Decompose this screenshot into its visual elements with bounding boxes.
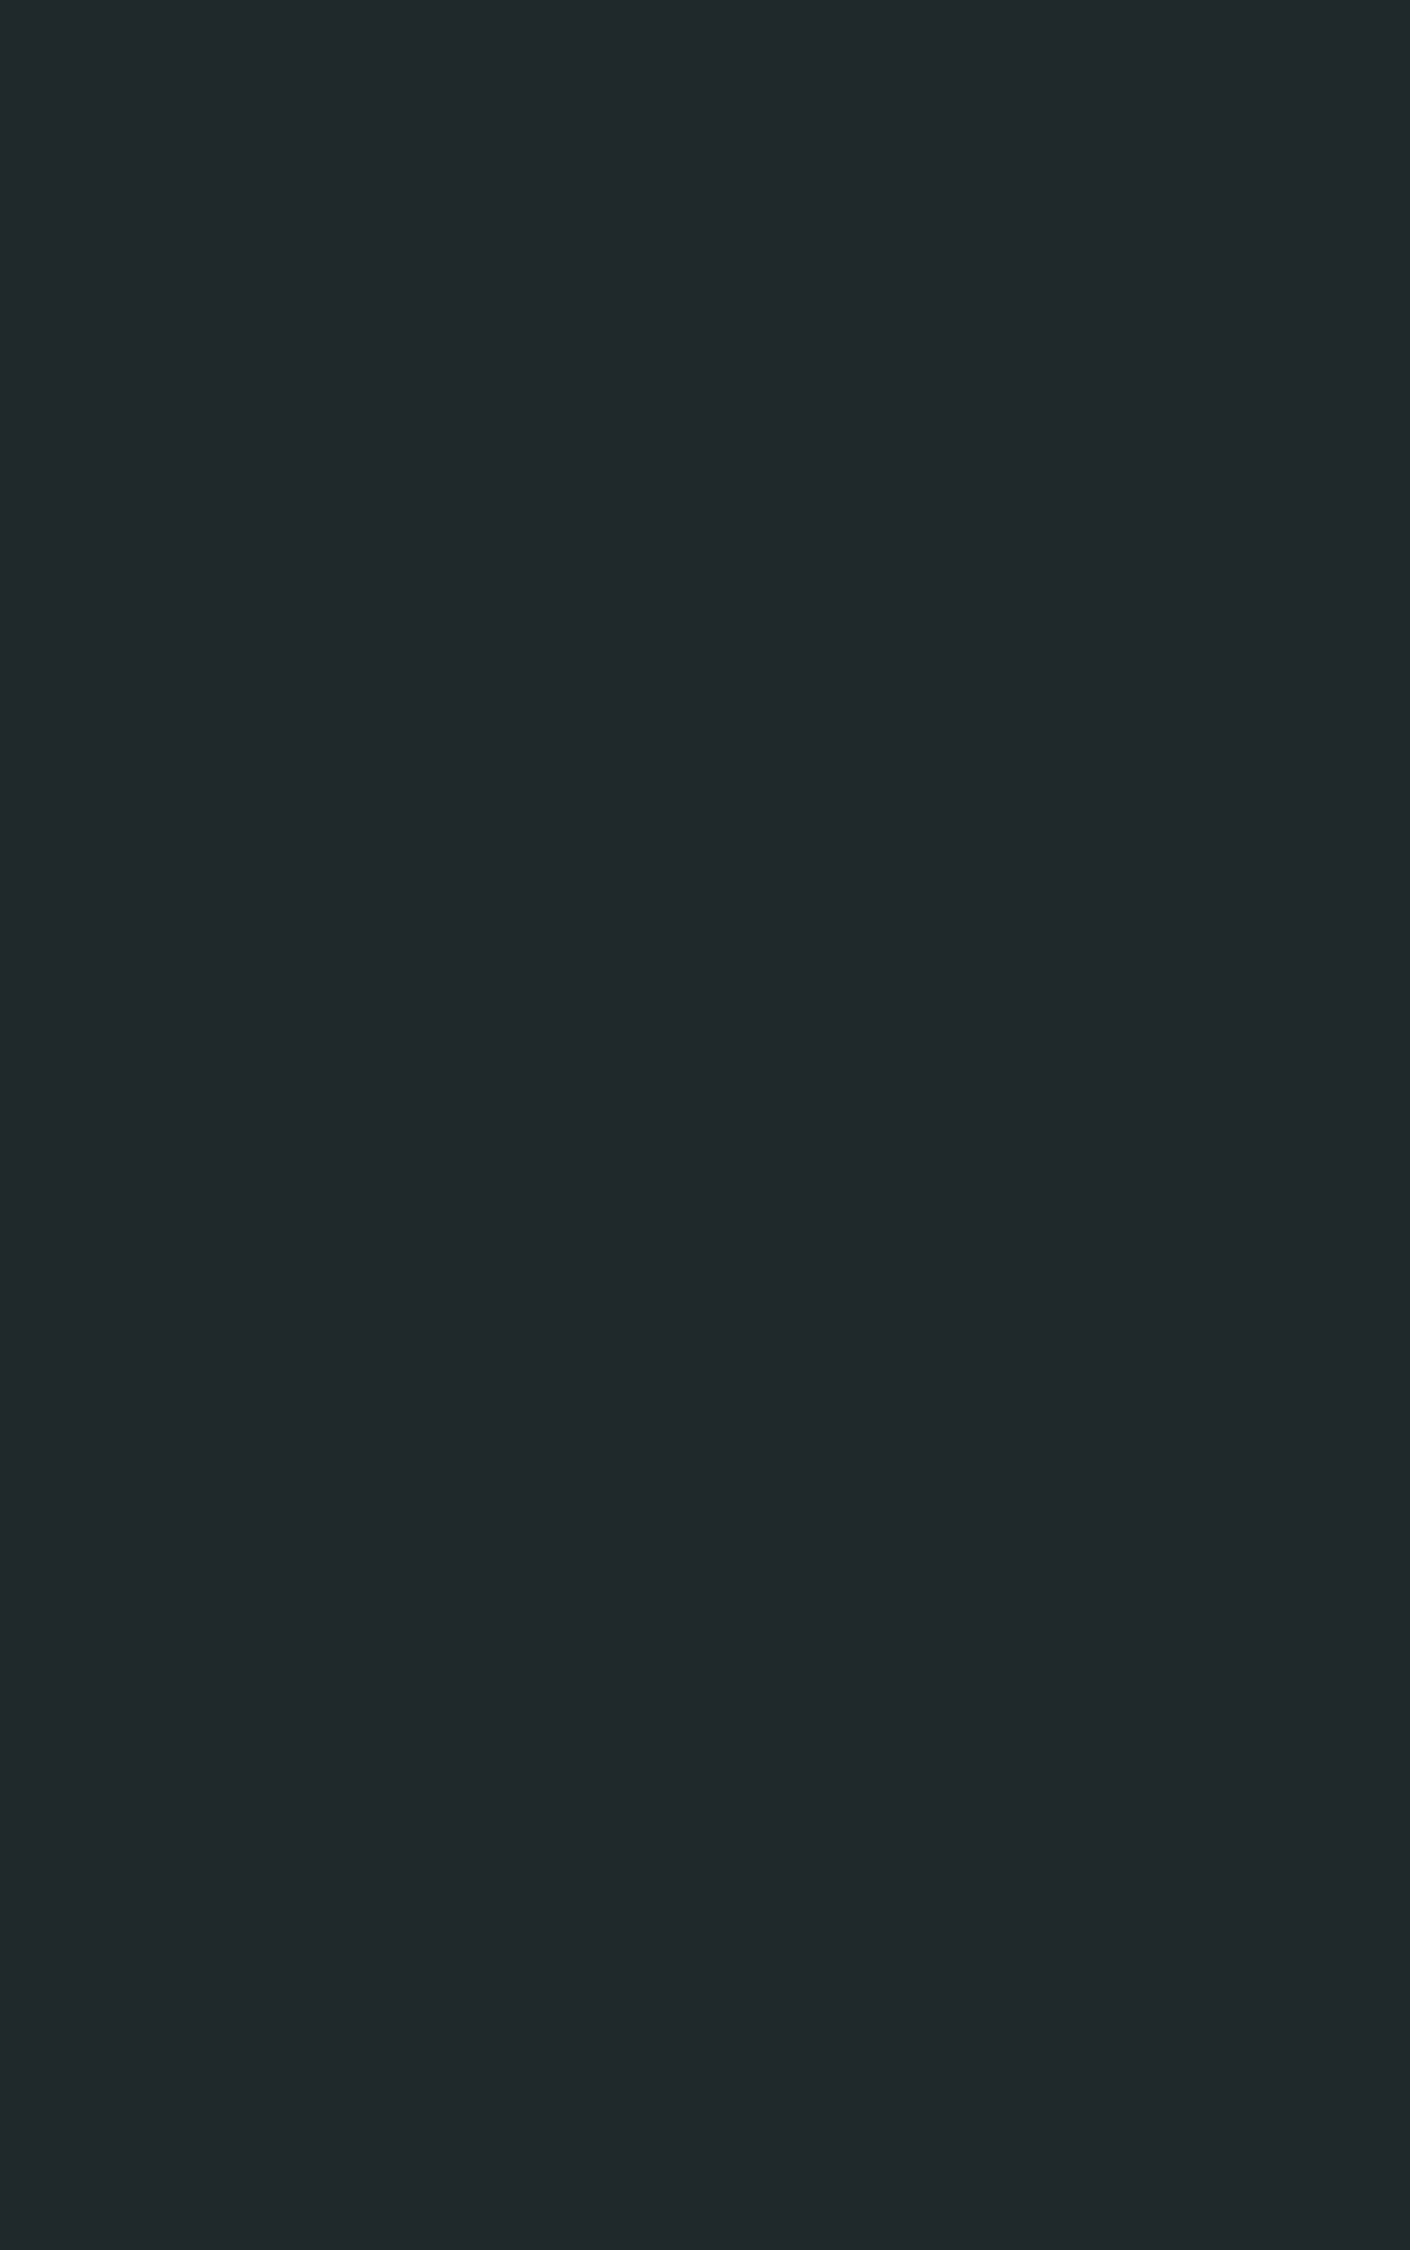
top-leaf-garland-icon [0, 0, 1410, 470]
bottom-leaf-garland-icon [0, 1780, 1410, 2250]
prayer-text [60, 440, 1350, 496]
